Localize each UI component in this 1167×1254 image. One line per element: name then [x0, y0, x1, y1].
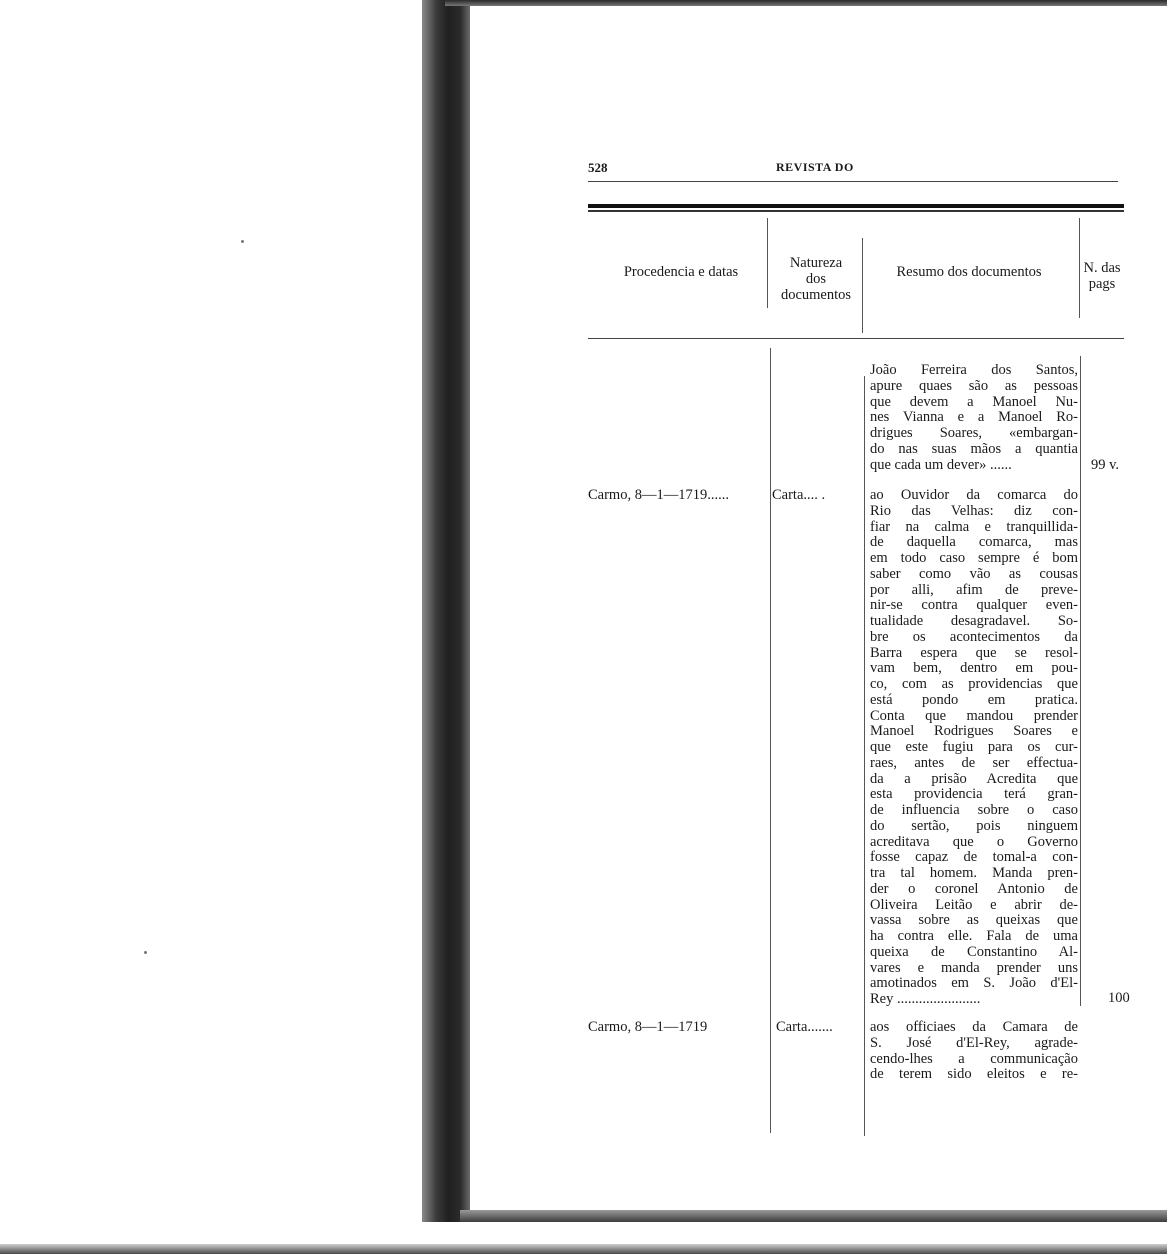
- summary-line: da a prisão Acredita que: [870, 771, 1078, 787]
- summary-line: Rey .......................: [870, 992, 981, 1007]
- summary-line: vassa sobre as queixas que: [870, 913, 1078, 929]
- summary-line: tra tal homem. Manda pren-: [870, 866, 1078, 881]
- page-number: 528: [588, 160, 608, 175]
- summary-line: de terem sido eleitos e re-: [870, 1067, 1078, 1083]
- summary-line: que cada um dever» ......: [870, 457, 1012, 473]
- summary-line: Rio das Velhas: diz con-: [870, 503, 1078, 519]
- summary-line: esta providencia terá gran-: [870, 787, 1078, 803]
- summary-cell: [870, 488, 1078, 1008]
- column-header-pages-line: N. das: [1083, 260, 1121, 276]
- summary-line: que este fugiu para os cur-: [870, 740, 1078, 755]
- summary-line: vares e manda prender uns: [870, 960, 1078, 976]
- summary-line: bre os acontecimentos da: [870, 629, 1078, 645]
- body-divider: [1080, 356, 1081, 1006]
- summary-line: co, com as providencias que: [870, 677, 1078, 692]
- body-divider: [864, 376, 865, 1136]
- body-divider: [770, 348, 771, 1133]
- summary-line: Manoel Rodrigues Soares e: [870, 724, 1078, 740]
- summary-line: cendo-lhes a communicação: [870, 1051, 1078, 1067]
- summary-line: tualidade desagradavel. So-: [870, 614, 1078, 629]
- summary-line: raes, antes de ser effectua-: [870, 755, 1078, 771]
- column-header-pages-line: pags: [1088, 276, 1116, 292]
- summary-line: Conta que mandou prender: [870, 708, 1078, 724]
- running-head: [588, 160, 1148, 180]
- column-header-origin: Procedencia e datas: [623, 264, 739, 280]
- summary-line: der o coronel Antonio de: [870, 881, 1078, 897]
- header-bottom-rule: [588, 338, 1124, 339]
- summary-line: de influencia sobre o caso: [870, 803, 1078, 818]
- summary-line: Oliveira Leitão e abrir de-: [870, 897, 1078, 913]
- page-ref: 100: [1108, 990, 1130, 1006]
- origin-cell: Carmo, 8—1—1719......: [588, 487, 729, 503]
- table-top-rule: [588, 204, 1124, 208]
- summary-line: drigues Soares, «embargan-: [870, 426, 1078, 441]
- summary-line: amotinados em S. João d'El-: [870, 976, 1078, 992]
- book-page: [470, 6, 1167, 1210]
- summary-line: em todo caso sempre é bom: [870, 551, 1078, 566]
- summary-line: João Ferreira dos Santos,: [870, 363, 1078, 378]
- summary-line: Barra espera que se resol-: [870, 645, 1078, 661]
- nature-cell: Carta.... .: [772, 487, 826, 503]
- summary-line: apure quaes são as pessoas: [870, 378, 1078, 394]
- summary-line: do nas suas mãos a quantia: [870, 441, 1078, 457]
- summary-line: acreditava que o Governo: [870, 834, 1078, 850]
- summary-line: ao Ouvidor da comarca do: [870, 488, 1078, 503]
- column-header-nature: [768, 255, 864, 303]
- origin-cell: Carmo, 8—1—1719: [588, 1019, 708, 1035]
- running-title: REVISTA DO: [776, 160, 854, 174]
- summary-cell: [870, 363, 1078, 473]
- summary-line: saber como vão as cousas: [870, 566, 1078, 582]
- scan-speck: [241, 240, 244, 243]
- summary-line: aos officiaes da Camara de: [870, 1020, 1078, 1035]
- summary-line: queixa de Constantino Al-: [870, 944, 1078, 960]
- scan-speck: [144, 951, 147, 954]
- header-rule: [588, 181, 1118, 182]
- summary-line: vam bem, dentro em pou-: [870, 661, 1078, 677]
- nature-cell: Carta.......: [776, 1019, 833, 1035]
- summary-line: fosse capaz de tomal-a con-: [870, 850, 1078, 866]
- summary-line: nir-se contra qualquer even-: [870, 598, 1078, 614]
- column-header-summary: Resumo dos documentos: [896, 264, 1042, 280]
- page-bottom-edge: [460, 1210, 1167, 1222]
- column-header-nature-line: documentos: [780, 287, 852, 303]
- summary-line: nes Vianna e a Manoel Ro-: [870, 410, 1078, 426]
- summary-line: está pondo em pratica.: [870, 692, 1078, 708]
- summary-line: do sertão, pois ninguem: [870, 818, 1078, 834]
- page-ref: 99 v.: [1091, 457, 1120, 473]
- summary-line: ha contra elle. Fala de uma: [870, 929, 1078, 944]
- table-top-rule-thin: [588, 210, 1124, 212]
- summary-cell: [870, 1020, 1078, 1083]
- summary-line: por alli, afim de preve-: [870, 582, 1078, 598]
- summary-line: S. José d'El-Rey, agrade-: [870, 1035, 1078, 1051]
- scan-bottom-strip: [0, 1244, 1167, 1254]
- column-header-nature-line: dos: [805, 271, 827, 287]
- column-header-pages: [1077, 260, 1127, 292]
- book-spine-shadow: [422, 0, 470, 1222]
- summary-line: que devem a Manoel Nu-: [870, 394, 1078, 410]
- summary-line: de daquella comarca, mas: [870, 535, 1078, 551]
- summary-line: fiar na calma e tranquillida-: [870, 519, 1078, 535]
- column-header-nature-line: Natureza: [789, 255, 843, 271]
